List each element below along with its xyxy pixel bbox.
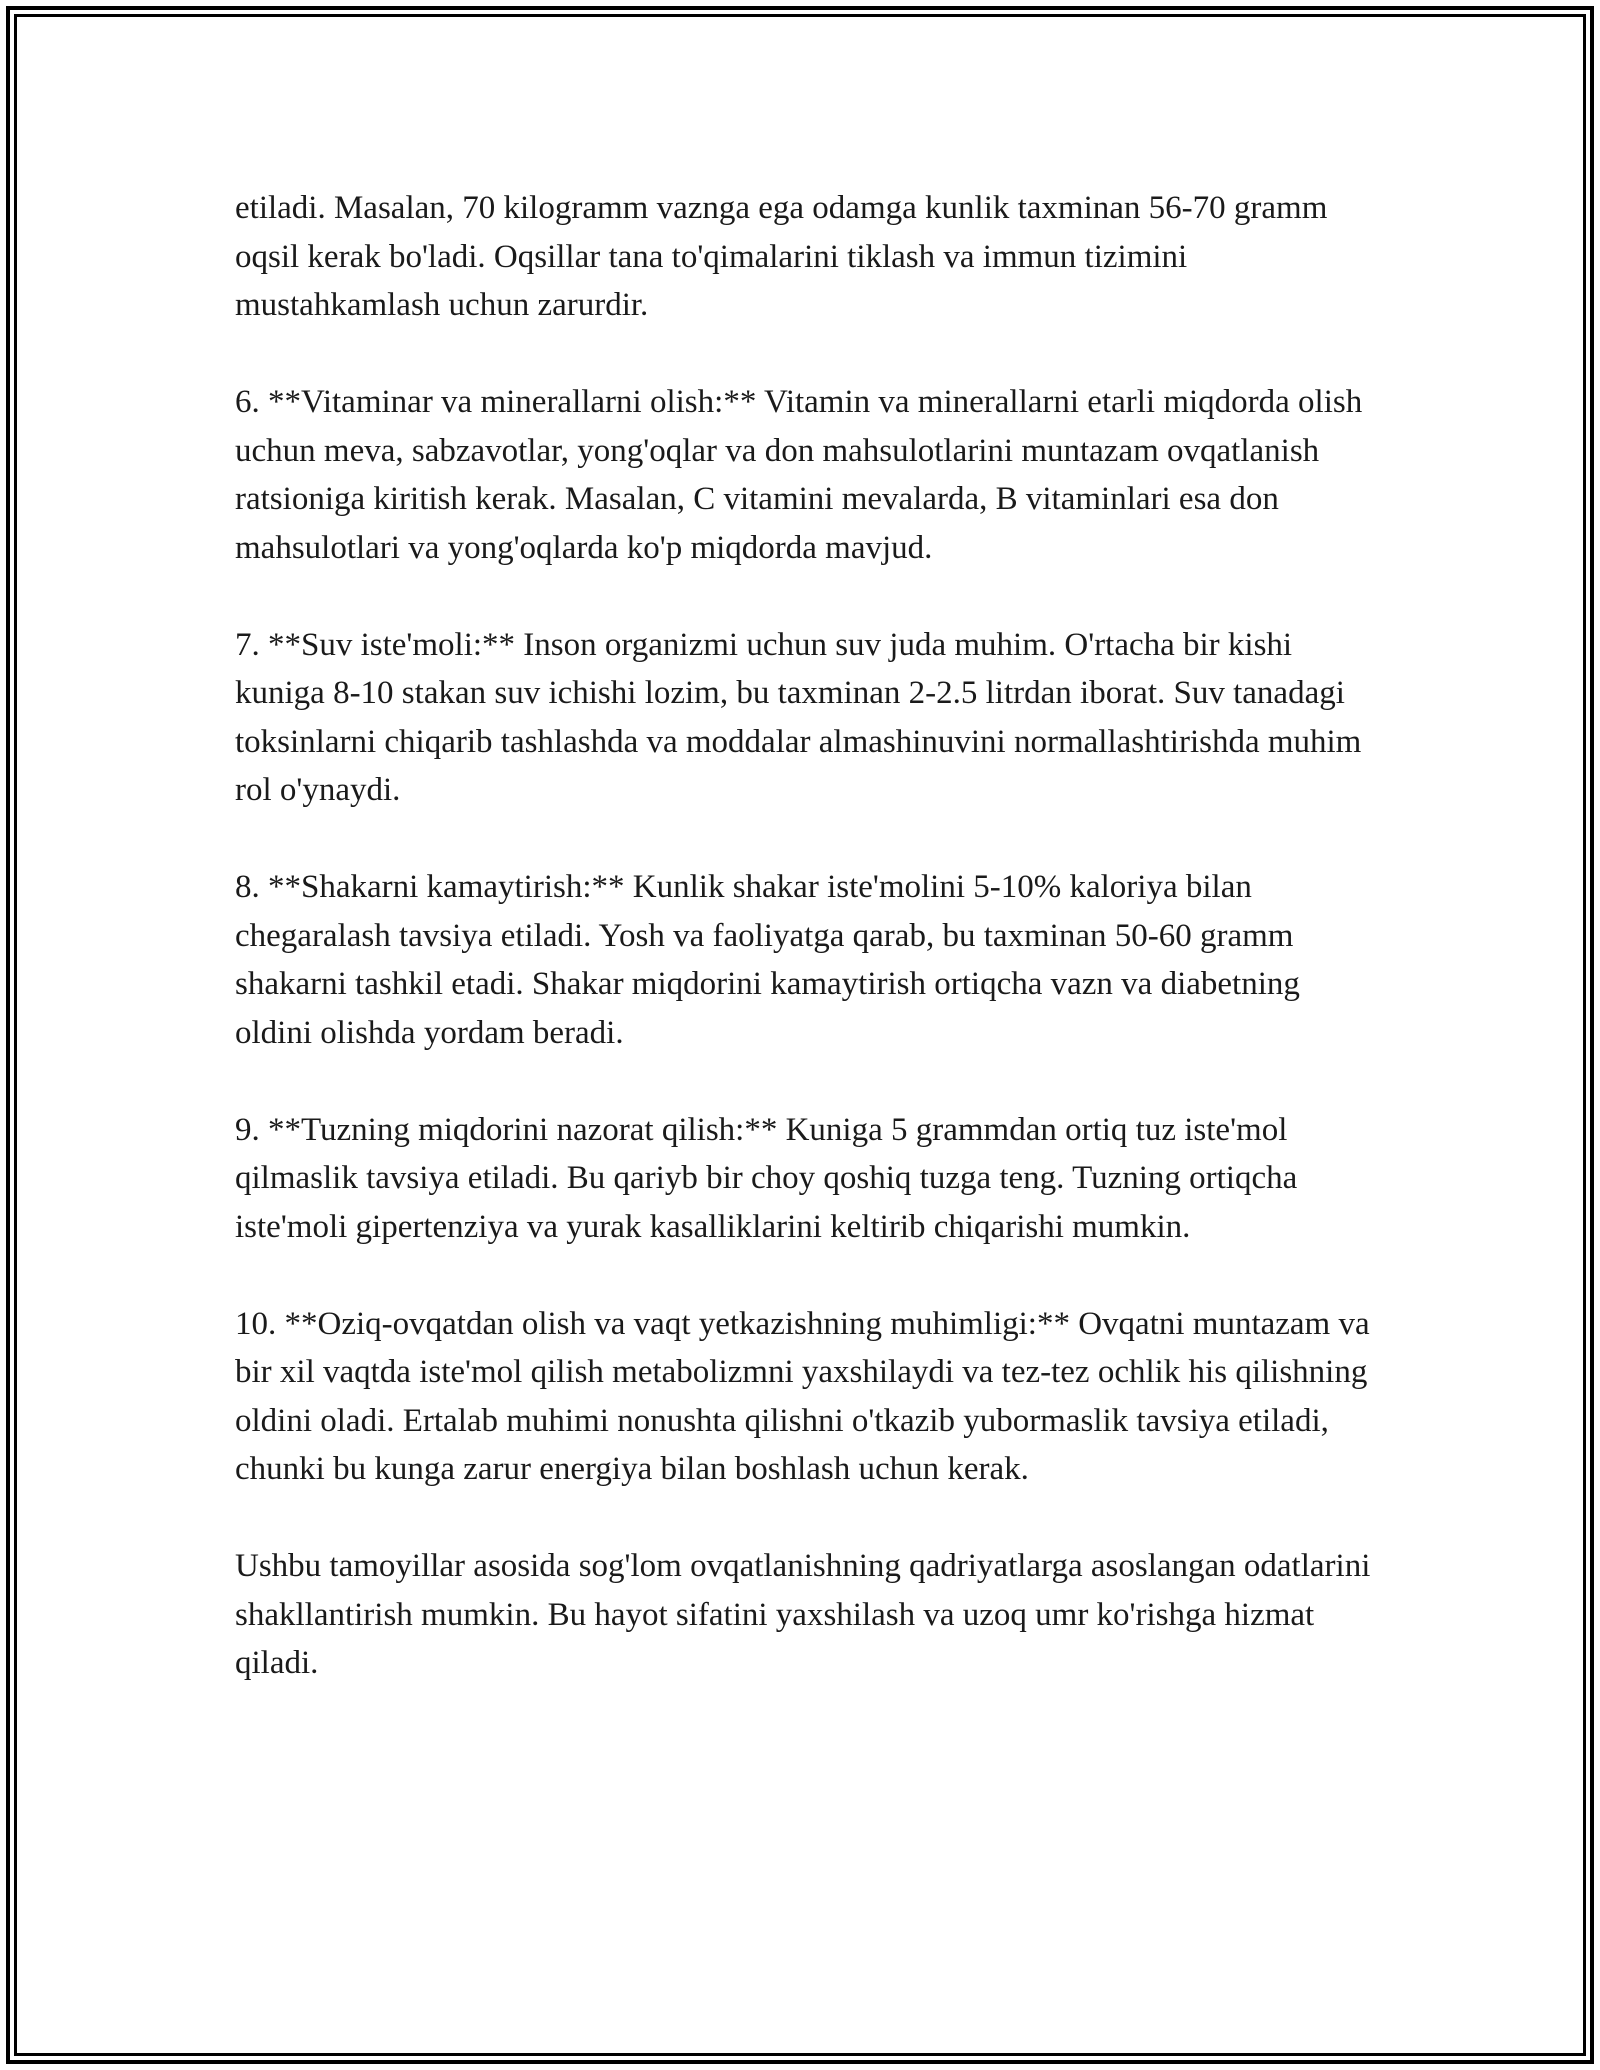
paragraph-continuation: etiladi. Masalan, 70 kilogramm vaznga ega odamga kunlik taxminan 56-70 gramm oqsil kerak bo'ladi. Oqsillar tana to'qimalarini tiklash va immun tizimini mustahkamlash uchun zarurdir. bbox=[235, 190, 1328, 323]
paragraph-item-6: 6. **Vitaminar va minerallarni olish:** Vitamin va minerallarni etarli miqdorda olish uchun meva, sabzavotlar, yong'oqlar va don mahsulotlarini muntazam ovqatlanish ratsioniga kiritish kerak. Masalan, C vitamini mevalarda, B vitaminlari esa don mahsulotlari va yong'oqlarda ko'p miqdorda mavjud. bbox=[235, 384, 1363, 566]
paragraph-item-10: 10. **Oziq-ovqatdan olish va vaqt yetkazishning muhimligi:** Ovqatni muntazam va bir xil vaqtda iste'mol qilish metabolizmni yaxshilaydi va tez-tez ochlik his qilishning oldini oladi. Ertalab muhimi nonushta qilishni o'tkazib yubormaslik tavsiya etiladi, chunki bu kunga zarur energiya bilan boshlash uchun kerak. bbox=[235, 1305, 1370, 1487]
paragraph-item-9: 9. **Tuzning miqdorini nazorat qilish:** Kuniga 5 grammdan ortiq tuz iste'mol qilmaslik tavsiya etiladi. Bu qariyb bir choy qoshiq tuzga teng. Tuzning ortiqcha iste'moli gipertenziya va yurak kasalliklarini keltirib chiqarishi mumkin. bbox=[235, 1111, 1298, 1245]
paragraph-conclusion: Ushbu tamoyillar asosida sog'lom ovqatlanishning qadriyatlarga asoslangan odatlarini shakllantirish mumkin. Bu hayot sifatini yaxshilash va uzoq umr ko'rishga hizmat qiladi. bbox=[235, 1548, 1371, 1681]
paragraph-item-8: 8. **Shakarni kamaytirish:** Kunlik shakar iste'molini 5-10% kaloriya bilan chegaralash tavsiya etiladi. Yosh va faoliyatga qarab, bu taxminan 50-60 gramm shakarni tashkil etadi. Shakar miqdorini kamaytirish ortiqcha vazn va diabetning oldini olishda yordam beradi. bbox=[235, 869, 1300, 1051]
document-body bbox=[235, 184, 1375, 1688]
paragraph-item-7: 7. **Suv iste'moli:** Inson organizmi uchun suv juda muhim. O'rtacha bir kishi kuniga 8-10 stakan suv ichishi lozim, bu taxminan 2-2.5 litrdan iborat. Suv tanadagi toksinlarni chiqarib tashlashda va moddalar almashinuvini normallashtirishda muhim rol o'ynaydi. bbox=[235, 626, 1362, 808]
